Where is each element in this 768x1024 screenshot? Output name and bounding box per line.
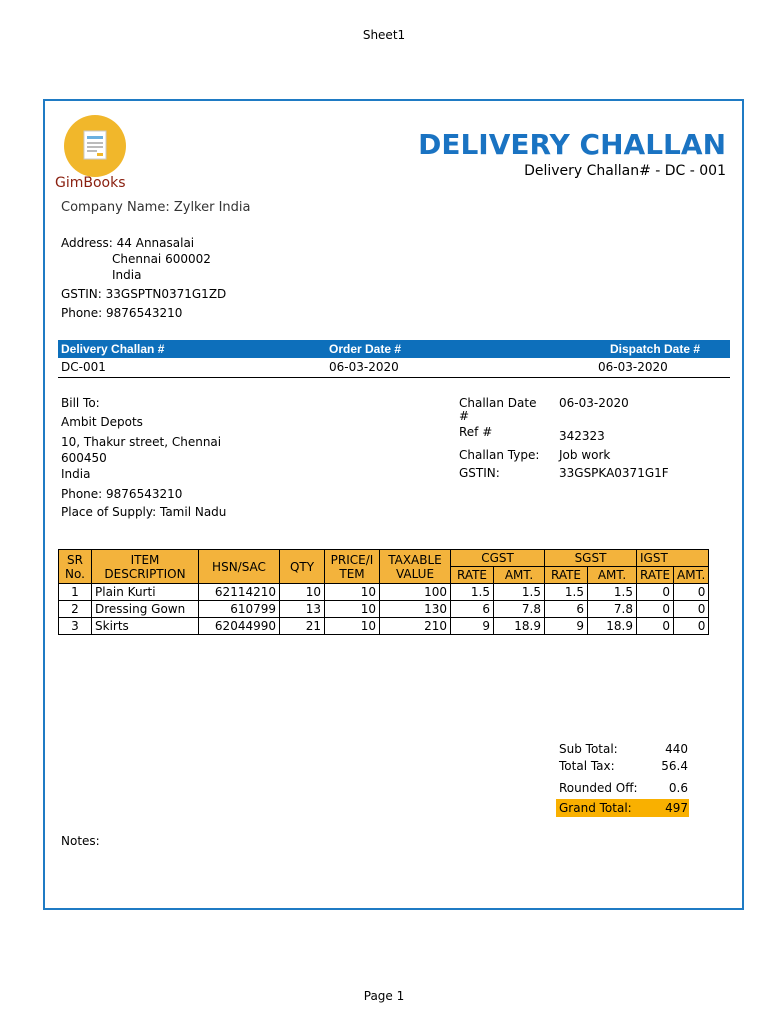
summary-value-order-date: 06-03-2020 (329, 360, 399, 374)
company-address-line3: India (112, 268, 142, 282)
company-address: Address: 44 Annasalai (61, 236, 195, 250)
rounded-off-label: Rounded Off: (559, 781, 638, 795)
sub-total-value: 440 (665, 742, 688, 756)
summary-header-order-date: Order Date # (329, 342, 402, 356)
grand-total-value: 497 (665, 801, 688, 815)
col-cgst-amt: AMT. (494, 567, 545, 584)
challan-date-label-hash: # (459, 409, 470, 423)
challan-type-value: Job work (559, 448, 611, 462)
summary-header-dispatch-date: Dispatch Date # (609, 342, 700, 356)
table-row: 2 Dressing Gown 610799 13 10 130 6 7.8 6 7.8 0 0 (59, 601, 709, 618)
sheet-name: Sheet1 (362, 28, 406, 42)
col-sgst-rate: RATE (545, 567, 588, 584)
document-title: DELIVERY CHALLAN (418, 128, 726, 161)
col-sgst-amt: AMT. (588, 567, 637, 584)
company-address-line2: Chennai 600002 (112, 252, 211, 266)
col-item: ITEM DESCRIPTION (92, 550, 199, 584)
bill-to-address-line1: 10, Thakur street, Chennai (61, 435, 222, 449)
col-sr: SR No. (59, 550, 92, 584)
notes-label: Notes: (61, 834, 100, 848)
rounded-off-value: 0.6 (668, 781, 688, 795)
company-phone: Phone: 9876543210 (61, 306, 183, 320)
col-igst: IGST (637, 550, 709, 567)
summary-value-dispatch-date: 06-03-2020 (598, 360, 668, 374)
ref-value: 342323 (559, 429, 605, 443)
challan-number: Delivery Challan# - DC - 001 (524, 163, 726, 179)
col-price: PRICE/I TEM (325, 550, 380, 584)
bill-to-label: Bill To: (61, 396, 100, 410)
table-row: 1 Plain Kurti 62114210 10 10 100 1.5 1.5 1.5 1.5 0 0 (59, 584, 709, 601)
summary-header-challan: Delivery Challan # (61, 342, 165, 356)
challan-date-label: Challan Date (459, 396, 537, 410)
place-of-supply: Place of Supply: Tamil Nadu (61, 505, 227, 519)
col-sgst: SGST (545, 550, 637, 567)
col-cgst-rate: RATE (451, 567, 494, 584)
col-igst-rate: RATE (637, 567, 674, 584)
page-number: Page 1 (363, 989, 405, 1003)
summary-values (58, 359, 730, 378)
table-row: 3 Skirts 62044990 21 10 210 9 18.9 9 18.9 0 0 (59, 618, 709, 635)
total-tax-label: Total Tax: (559, 759, 615, 773)
company-gstin: GSTIN: 33GSPTN0371G1ZD (61, 287, 227, 301)
company-name: Company Name: Zylker India (61, 200, 251, 215)
bill-to-name: Ambit Depots (61, 415, 143, 429)
customer-gstin-value: 33GSPKA0371G1F (559, 466, 669, 480)
brand-name: GimBooks (55, 175, 126, 191)
challan-type-label: Challan Type: (459, 448, 540, 462)
bill-to-address-line3: India (61, 467, 91, 481)
bill-to-address-line2: 600450 (61, 451, 107, 465)
col-qty: QTY (280, 550, 325, 584)
logo (64, 115, 126, 177)
bill-to-phone: Phone: 9876543210 (61, 487, 183, 501)
total-tax-value: 56.4 (661, 759, 688, 773)
grand-total-label: Grand Total: (559, 801, 632, 815)
col-igst-amt: AMT. (674, 567, 709, 584)
summary-header-bar (58, 340, 730, 358)
sub-total-label: Sub Total: (559, 742, 618, 756)
document-icon (64, 115, 126, 177)
col-cgst: CGST (451, 550, 545, 567)
challan-frame (43, 99, 744, 910)
col-taxable: TAXABLE VALUE (380, 550, 451, 584)
summary-value-challan: DC-001 (61, 360, 106, 374)
ref-label: Ref # (459, 425, 493, 439)
items-table (58, 549, 709, 635)
customer-gstin-label: GSTIN: (459, 466, 500, 480)
col-hsn: HSN/SAC (199, 550, 280, 584)
challan-date-value: 06-03-2020 (559, 396, 629, 410)
